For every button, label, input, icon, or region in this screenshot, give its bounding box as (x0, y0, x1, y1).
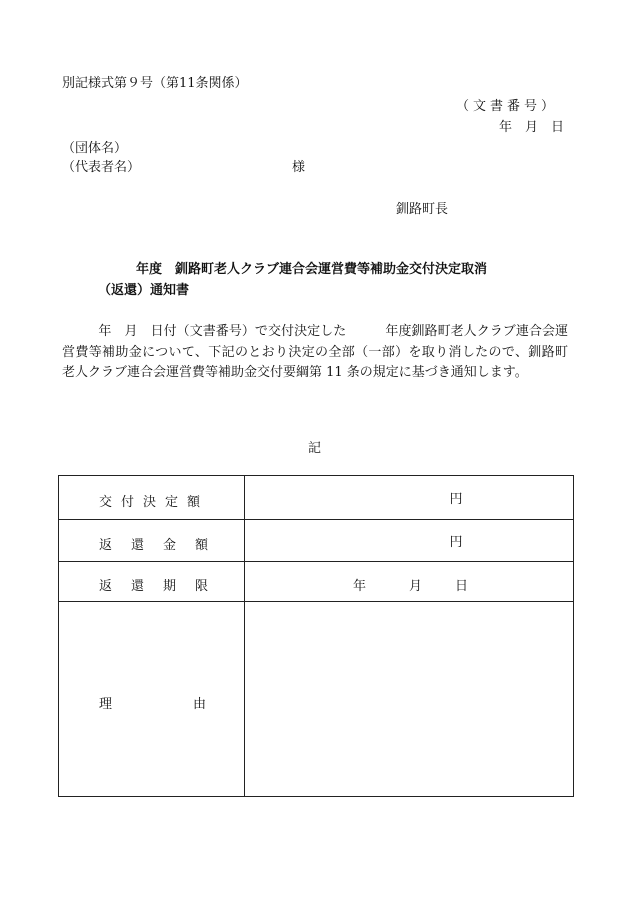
form-reference: 別記様式第９号（第11条関係） (62, 76, 248, 91)
label-char: 期 (163, 579, 177, 594)
reason-label (59, 602, 245, 797)
deadline-day: 日 (455, 579, 469, 594)
label-char: 限 (195, 579, 209, 594)
label-char: 額 (195, 538, 209, 553)
table-row-return-amount (59, 520, 574, 562)
return-deadline-value (245, 562, 574, 602)
label-char: 額 (187, 495, 201, 510)
ki-marker: 記 (308, 441, 322, 456)
return-amount-value: 円 (245, 520, 574, 562)
grant-amount-label (59, 476, 245, 520)
reason-value[interactable] (245, 602, 574, 797)
issuer-name: 釧路町長 (396, 202, 449, 217)
body-paragraph: 年 月 日付（文書番号）で交付決定した 年度釧路町老人クラブ連合会運営費等補助金について、下記のとおり決定の全部（一部）を取り消したので、釧路町老人クラブ連合会運営費等補助金交付要綱第 11 条の規定に基づき通知します。 (62, 324, 568, 380)
deadline-month: 月 (409, 579, 423, 594)
document-title-line-2: （返還）通知書 (98, 283, 190, 298)
label-char: 還 (131, 579, 145, 594)
label-char: 金 (163, 538, 177, 553)
table-row-return-deadline (59, 562, 574, 602)
deadline-year: 年 (353, 579, 367, 594)
issue-date: 年 月 日 (498, 120, 564, 135)
document-number: （文書番号） (455, 99, 558, 114)
organization-name: （団体名） (62, 141, 128, 156)
label-char: 定 (165, 495, 179, 510)
label-char: 理 (99, 697, 113, 712)
honorific: 様 (292, 160, 306, 175)
return-amount-label (59, 520, 245, 562)
details-table (58, 475, 574, 797)
label-char: 由 (193, 697, 207, 712)
label-char: 付 (121, 495, 135, 510)
document-title-line-1: 年度 釧路町老人クラブ連合会運営費等補助金交付決定取消 (136, 262, 488, 277)
label-char: 交 (99, 495, 113, 510)
grant-amount-value: 円 (245, 476, 574, 520)
label-char: 返 (99, 538, 113, 553)
table-row-reason (59, 602, 574, 797)
table-row-grant-amount (59, 476, 574, 520)
representative-name: （代表者名） (62, 160, 141, 175)
return-deadline-label (59, 562, 245, 602)
label-char: 決 (143, 495, 157, 510)
label-char: 還 (131, 538, 145, 553)
label-char: 返 (99, 579, 113, 594)
